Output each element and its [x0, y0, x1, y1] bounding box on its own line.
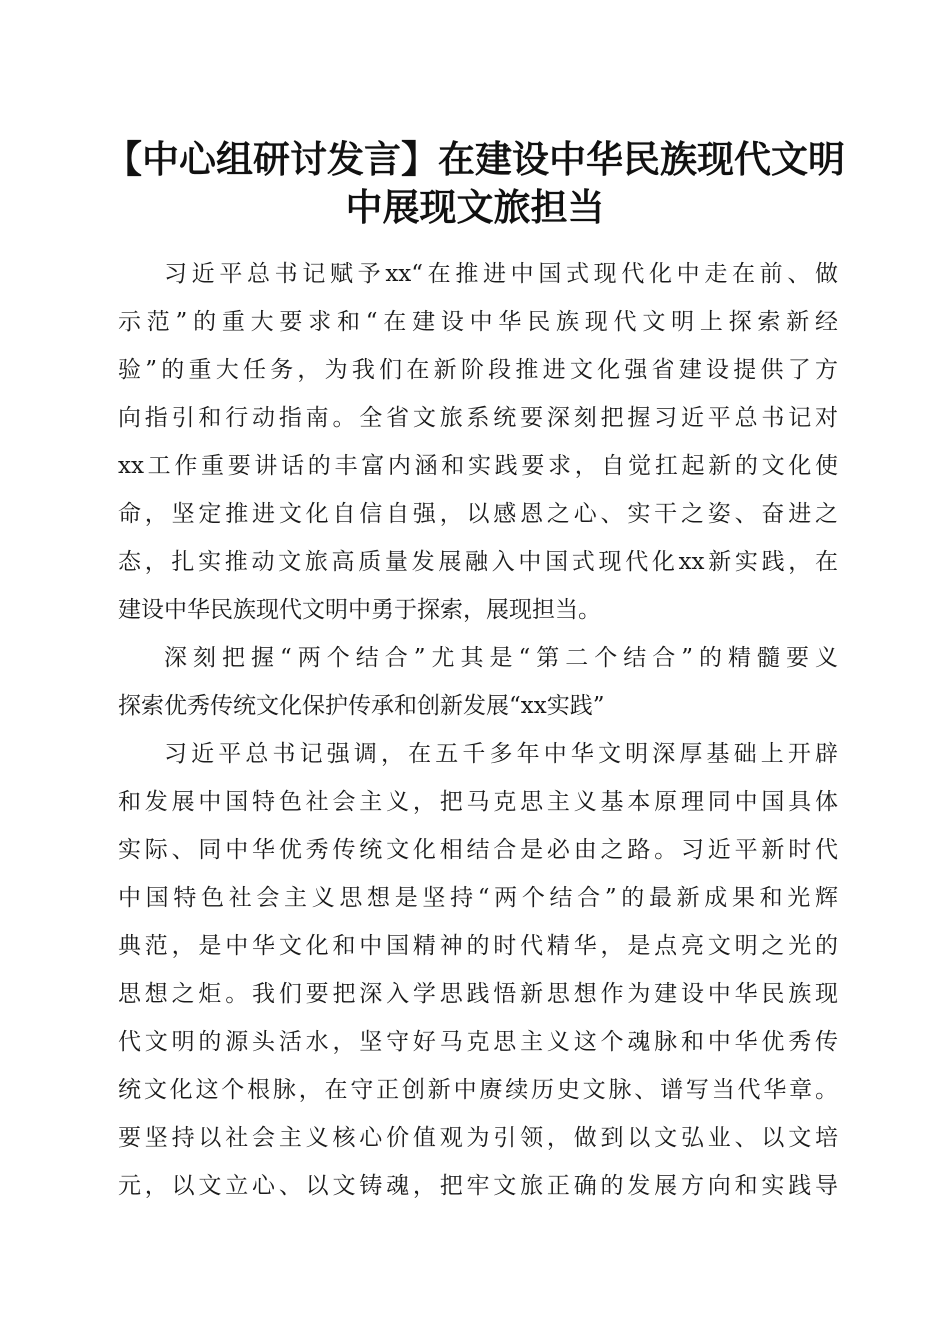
document-title-line-1: 【中心组研讨发言】在建设中华民族现代文明 — [105, 137, 845, 181]
text-line: 深刻把握“两个结合”尤其是“第二个结合”的精髓要义 — [164, 645, 838, 671]
text-line: 代文明的源头活水，坚守好马克思主义这个魂脉和中华优秀传 — [118, 1029, 838, 1055]
paragraph-section-heading — [118, 634, 838, 730]
text-line: 习近平总书记强调，在五千多年中华文明深厚基础上开辟 — [164, 741, 838, 767]
text-line: 实际、同中华优秀传统文化相结合是必由之路。习近平新时代 — [118, 837, 838, 863]
text-line: 典范，是中华文化和中国精神的时代精华，是点亮文明之光的 — [118, 933, 838, 959]
text-line: 探索优秀传统文化保护传承和创新发展“xx实践” — [118, 693, 605, 719]
text-line: 验”的重大任务，为我们在新阶段推进文化强省建设提供了方 — [118, 357, 838, 383]
paragraph-intro — [118, 250, 838, 634]
text-line: 命，坚定推进文化自信自强，以感恩之心、实干之姿、奋进之 — [118, 501, 838, 527]
text-line: 元，以文立心、以文铸魂，把牢文旅正确的发展方向和实践导 — [118, 1173, 838, 1199]
document-title-line-2: 中展现文旅担当 — [345, 185, 605, 229]
text-line: 统文化这个根脉，在守正创新中赓续历史文脉、谱写当代华章。 — [118, 1077, 838, 1103]
text-line: 要坚持以社会主义核心价值观为引领，做到以文弘业、以文培 — [118, 1125, 838, 1151]
text-line: 示范”的重大要求和“在建设中华民族现代文明上探索新经 — [118, 309, 838, 335]
text-line: 向指引和行动指南。全省文旅系统要深刻把握习近平总书记对 — [118, 405, 838, 431]
text-line: 和发展中国特色社会主义，把马克思主义基本原理同中国具体 — [118, 789, 838, 815]
text-line: 习近平总书记赋予xx“在推进中国式现代化中走在前、做 — [164, 261, 838, 287]
paragraph-body — [118, 730, 838, 1210]
document-body — [118, 250, 838, 1210]
text-line: 中国特色社会主义思想是坚持“两个结合”的最新成果和光辉 — [118, 885, 838, 911]
text-line: xx工作重要讲话的丰富内涵和实践要求，自觉扛起新的文化使 — [118, 453, 838, 479]
text-line: 思想之炬。我们要把深入学思践悟新思想作为建设中华民族现 — [118, 981, 838, 1007]
text-line: 建设中华民族现代文明中勇于探索，展现担当。 — [118, 597, 601, 623]
text-line: 态，扎实推动文旅高质量发展融入中国式现代化xx新实践，在 — [118, 549, 838, 575]
